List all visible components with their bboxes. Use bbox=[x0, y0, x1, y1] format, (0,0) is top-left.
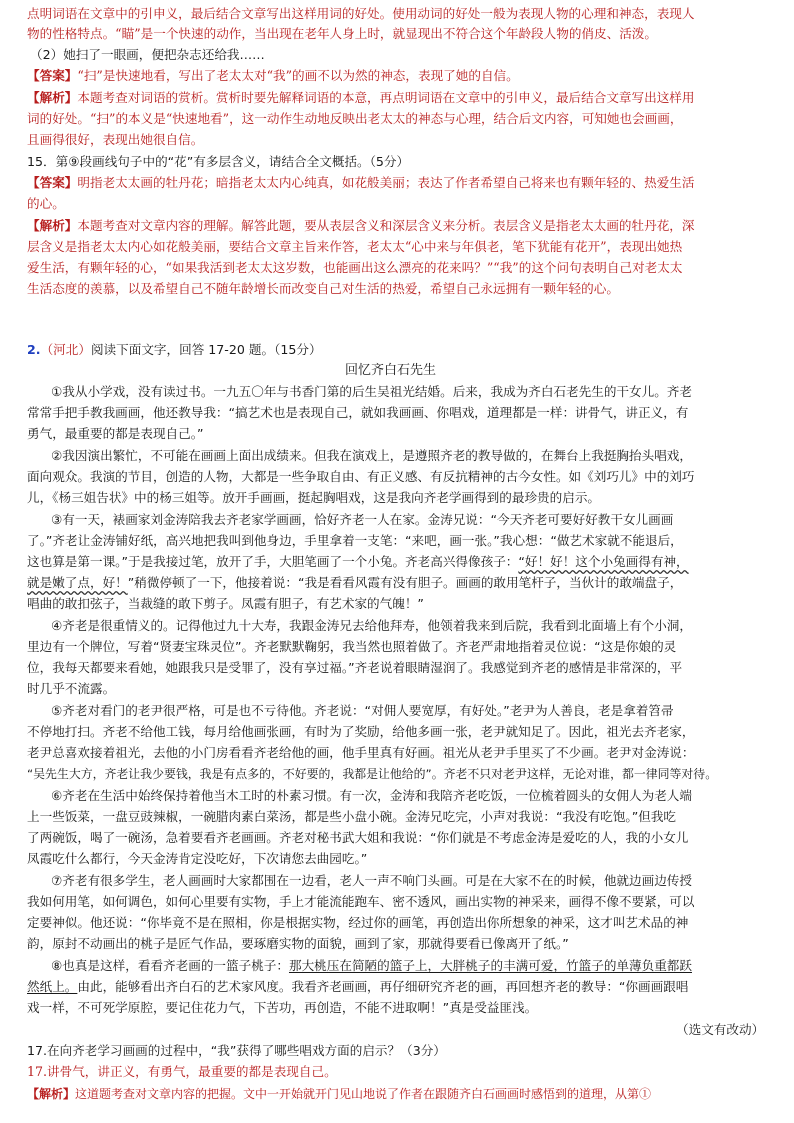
paragraph-line: 面向观众。我演的节目，创造的人物，大都是一些争取自由、有正义感、有反抗精神的古今女性。如《刘巧儿》中的刘巧 bbox=[27, 469, 695, 484]
paragraph-line: ②我因演出繁忙，不可能在画画上面出成绩来。但我在演戏上，是遵照齐老的教导做的，在舞台上我挺胸抬头唱戏， bbox=[51, 448, 692, 463]
analysis-line: 【解析】这道题考查对文章内容的把握。文中一开始就开门见山地说了作者在跟随齐白石画画时感悟到的道理，从第① bbox=[27, 1087, 652, 1101]
paragraph-line: ③有一天，裱画家刘金涛陪我去齐老家学画画，恰好齐老一人在家。金涛兄说：“今天齐老可要好好教干女儿画画 bbox=[51, 512, 674, 527]
paragraph-line: ⑧也真是这样，看看齐老画的一篮子桃子：那大桃压在简陋的篮子上，大胖桃子的丰满可爱，竹篮子的单薄负重都跃 bbox=[51, 958, 692, 973]
paragraph-line: “吴先生大方，齐老让我少要钱，我是有点多的，不好要的，我都是让他给的”。齐老不只对老尹这样，无论对谁，都一律同等对待。 bbox=[27, 767, 718, 781]
paragraph-line: ⑤齐老对看门的老尹很严格，可是也不亏待他。齐老说：“对佣人要宽厚，有好处。”老尹为人善良，老是拿着笤帚 bbox=[51, 703, 674, 718]
answer-tag: 【答案】 bbox=[27, 175, 78, 190]
analysis-line: 点明词语在文章中的引申义，最后结合文章写出这样用词的好处。使用动词的好处一般为表现人物的心理和神态，表现人 bbox=[27, 6, 695, 21]
section-number: 2. bbox=[27, 342, 41, 357]
question-17: 17.在向齐老学习画画的过程中，“我”获得了哪些唱戏方面的启示？（3分） bbox=[27, 1043, 446, 1058]
analysis-tag: 【解析】 bbox=[27, 218, 78, 233]
paragraph-line: 里边有一个牌位，写着“贤妻宝珠灵位”。齐老默默鞠躬，我当然也照着做了。齐老严肃地指着灵位说：“这是你娘的灵 bbox=[27, 639, 677, 654]
analysis-line: 物的性格特点。“瞄”是一个快速的动作，当出现在老年人身上时，就显现出不符合这个年龄段人物的俏皮、活泼。 bbox=[27, 26, 657, 41]
analysis-line: 层含义是指老太太内心如花般美丽，要结合文章主旨来作答，老太太“心中来与年俱老，笔下犹能有花开”，表现出她热 bbox=[27, 239, 683, 254]
paragraph-line: 勇气，最重要的都是表现自己。” bbox=[27, 426, 204, 441]
paragraph-line: 唱曲的敢扣弦子，当裁缝的敢下剪子。凤霞有胆子，有艺术家的气魄！” bbox=[27, 596, 424, 611]
section-2-intro: 2.（河北）阅读下面文字，回答 17-20 题。（15分） bbox=[27, 342, 322, 357]
answer-line bbox=[27, 66, 519, 86]
paragraph-line: 位，我每天都要来看她，她跟我只是受罪了，没有享过福。”齐老说着眼睛湿润了。我感觉到齐老的感情是非常深的，平 bbox=[27, 660, 683, 675]
answer-tag: 【答案】 bbox=[27, 68, 78, 83]
paragraph-line: 了两碗饭，喝了一碗汤，急着要看齐老画画。齐老对秘书武大姐和我说：“你们就是不考虑金涛是爱吃的人，我的小女儿 bbox=[27, 830, 689, 845]
analysis-line: 【解析】本题考查对词语的赏析。赏析时要先解释词语的本意，再点明词语在文章中的引申义，最后结合文章写出这样用 bbox=[27, 90, 695, 105]
paragraph-line: 定要神似。他还说：“你毕竟不是在照相，你是根据实物，经过你的画笔，再创造出你所想象的神采，这才叫艺术品的神 bbox=[27, 915, 689, 930]
paragraph-line: 时几乎不流露。 bbox=[27, 681, 116, 696]
paragraph-line: 戏一样，不可死学原腔，要记住花力气，下苦功，再创造，不能不进取啊！”真是受益匪浅。 bbox=[27, 1000, 538, 1015]
underlined-sentence: 然纸上。 bbox=[27, 979, 78, 994]
analysis-tag: 【解析】 bbox=[27, 90, 78, 105]
underlined-sentence: 那大桃压在简陋的篮子上，大胖桃子的丰满可爱，竹篮子的单薄负重都跃 bbox=[288, 958, 692, 973]
article-title: 回忆齐白石先生 bbox=[345, 363, 437, 378]
paragraph-line: 不停地打扫。齐老不给他工钱，每月给他画张画，有时为了奖励，给他多画一张，老尹就知足了。因此，祖光去齐老家， bbox=[27, 724, 695, 739]
source-note: （选文有改动） bbox=[676, 1022, 765, 1037]
paragraph-line: ⑥齐老在生活中始终保持着他当木工时的朴素习惯。有一次，金涛和我陪齐老吃饭，一位梳着圆头的女佣人为老人端 bbox=[51, 788, 692, 803]
paragraph-line: 我如何用笔，如何调色，如何心里要有实物，手上才能流能跑车、密不透风，画出实物的神采来，画得不像不要紧，可以 bbox=[27, 894, 695, 909]
analysis-line: 且画得很好，表现出她很自信。 bbox=[27, 132, 204, 147]
paragraph-line: ⑦齐老有很多学生，老人画画时大家都围在一边看，老人一声不响门头画。可是在大家不在的时候，他就边画边传授 bbox=[51, 873, 692, 888]
analysis-tag: 【解析】 bbox=[27, 1087, 76, 1101]
paragraph-line: 就是嫩了点，好！”稍微停顿了一下，他接着说：“我是看看风霞有没有胆子。画画的敢用笔杆子，当伙计的敢端盘子， bbox=[27, 575, 683, 590]
question-15: 15．第⑨段画线句子中的“花”有多层含义，请结合全文概括。（5分） bbox=[27, 154, 410, 169]
analysis-line: 词的好处。“扫”的本义是“快速地看”，这一动作生动地反映出老太太的神态与心理，结合后文内容，可知她也会画画， bbox=[27, 111, 683, 126]
answer-line: 【答案】明指老太太画的牡丹花；暗指老太太内心纯真，如花般美丽；表达了作者希望自己将来也有颗年轻的、热爱生活 bbox=[27, 175, 695, 190]
answer-text: “扫”是快速地看，写出了老太太对“我”的画不以为然的神态，表现了她的自信。 bbox=[77, 68, 519, 83]
paragraph-line: ①我从小学戏，没有读过书。一九五〇年与书香门第的后生吴祖光结婚。后来，我成为齐白石老先生的干女儿。齐老 bbox=[51, 384, 692, 399]
paragraph-line: 了。”齐老让金涛铺好纸，高兴地把我叫到他身边，手里拿着一支笔：“来吧，画一张。”我心想：“做艺术家就不能退后， bbox=[27, 533, 683, 548]
paragraph-line: 老尹总喜欢接着祖光，去他的小门房看看齐老给他的画，他手里真有好画。祖光从老尹手里买了不少画。老尹对金涛说： bbox=[27, 745, 695, 760]
underlined-sentence: 就是嫩了点，好！ bbox=[27, 575, 128, 590]
paragraph-line: 然纸上。由此，能够看出齐白石的艺术家风度。我看齐老画画，再仔细研究齐老的画，再回想齐老的教导：“你画画跟唱 bbox=[27, 979, 689, 994]
analysis-line: 爱生活，有颗年轻的心，“如果我活到老太太这岁数，也能画出这么漂亮的花来吗？”“我”的这个问句表明自己对老太太 bbox=[27, 260, 683, 275]
paragraph-line: ④齐老是很重情义的。记得他过九十大寿，我跟金涛兄去给他拜寿，他领着我来到后院，我看到北面墙上有个小洞， bbox=[51, 618, 692, 633]
question-2: （2）她扫了一眼画，便把杂志还给我…… bbox=[30, 47, 265, 62]
section-source: （河北） bbox=[40, 342, 91, 357]
paragraph-line: 凤霞吃什么都行，今天金涛肯定没吃好，下次请您去曲园吃。” bbox=[27, 851, 368, 866]
paragraph-line: 常常手把手教我画画，他还教导我：“搞艺术也是表现自己，就如我画画、你唱戏，道理都是一样：讲骨气，讲正义，有 bbox=[27, 405, 689, 420]
paragraph-line: 上一些饭菜，一盘豆豉辣椒，一碗腊肉素白菜汤，都是些小盘小碗。金涛兄吃完，小声对我说：“我没有吃饱。”但我吃 bbox=[27, 809, 677, 824]
answer-line: 的心。 bbox=[27, 196, 65, 211]
analysis-line: 【解析】本题考查对文章内容的理解。解答此题，要从表层含义和深层含义来分析。表层含义是指老太太画的牡丹花，深 bbox=[27, 218, 695, 233]
paragraph-line: 韵，原封不动画出的桃子是匠气作品，要琢磨实物的面貌，画到了家，那就得要看已像离开了纸。” bbox=[27, 936, 569, 951]
analysis-line: 生活态度的羡慕，以及希望自己不随年龄增长而改变自己对生活的热爱，希望自己永远拥有一颗年轻的心。 bbox=[27, 281, 619, 296]
underlined-sentence: “好！好！这个小兔画得有神， bbox=[518, 554, 689, 569]
paragraph-line: 儿，《杨三姐告状》中的杨三姐等。放开手画画，挺起胸唱戏，这是我向齐老学画得到的最珍贵的启示。 bbox=[27, 490, 601, 505]
paragraph-line: 这也算是第一课。”于是我接过笔，放开了手，大胆笔画了一个小兔。齐老高兴得像孩子：“好！好！这个小兔画得有神， bbox=[27, 554, 689, 569]
answer-17: 17.讲骨气，讲正义，有勇气，最重要的都是表现自己。 bbox=[27, 1064, 337, 1079]
